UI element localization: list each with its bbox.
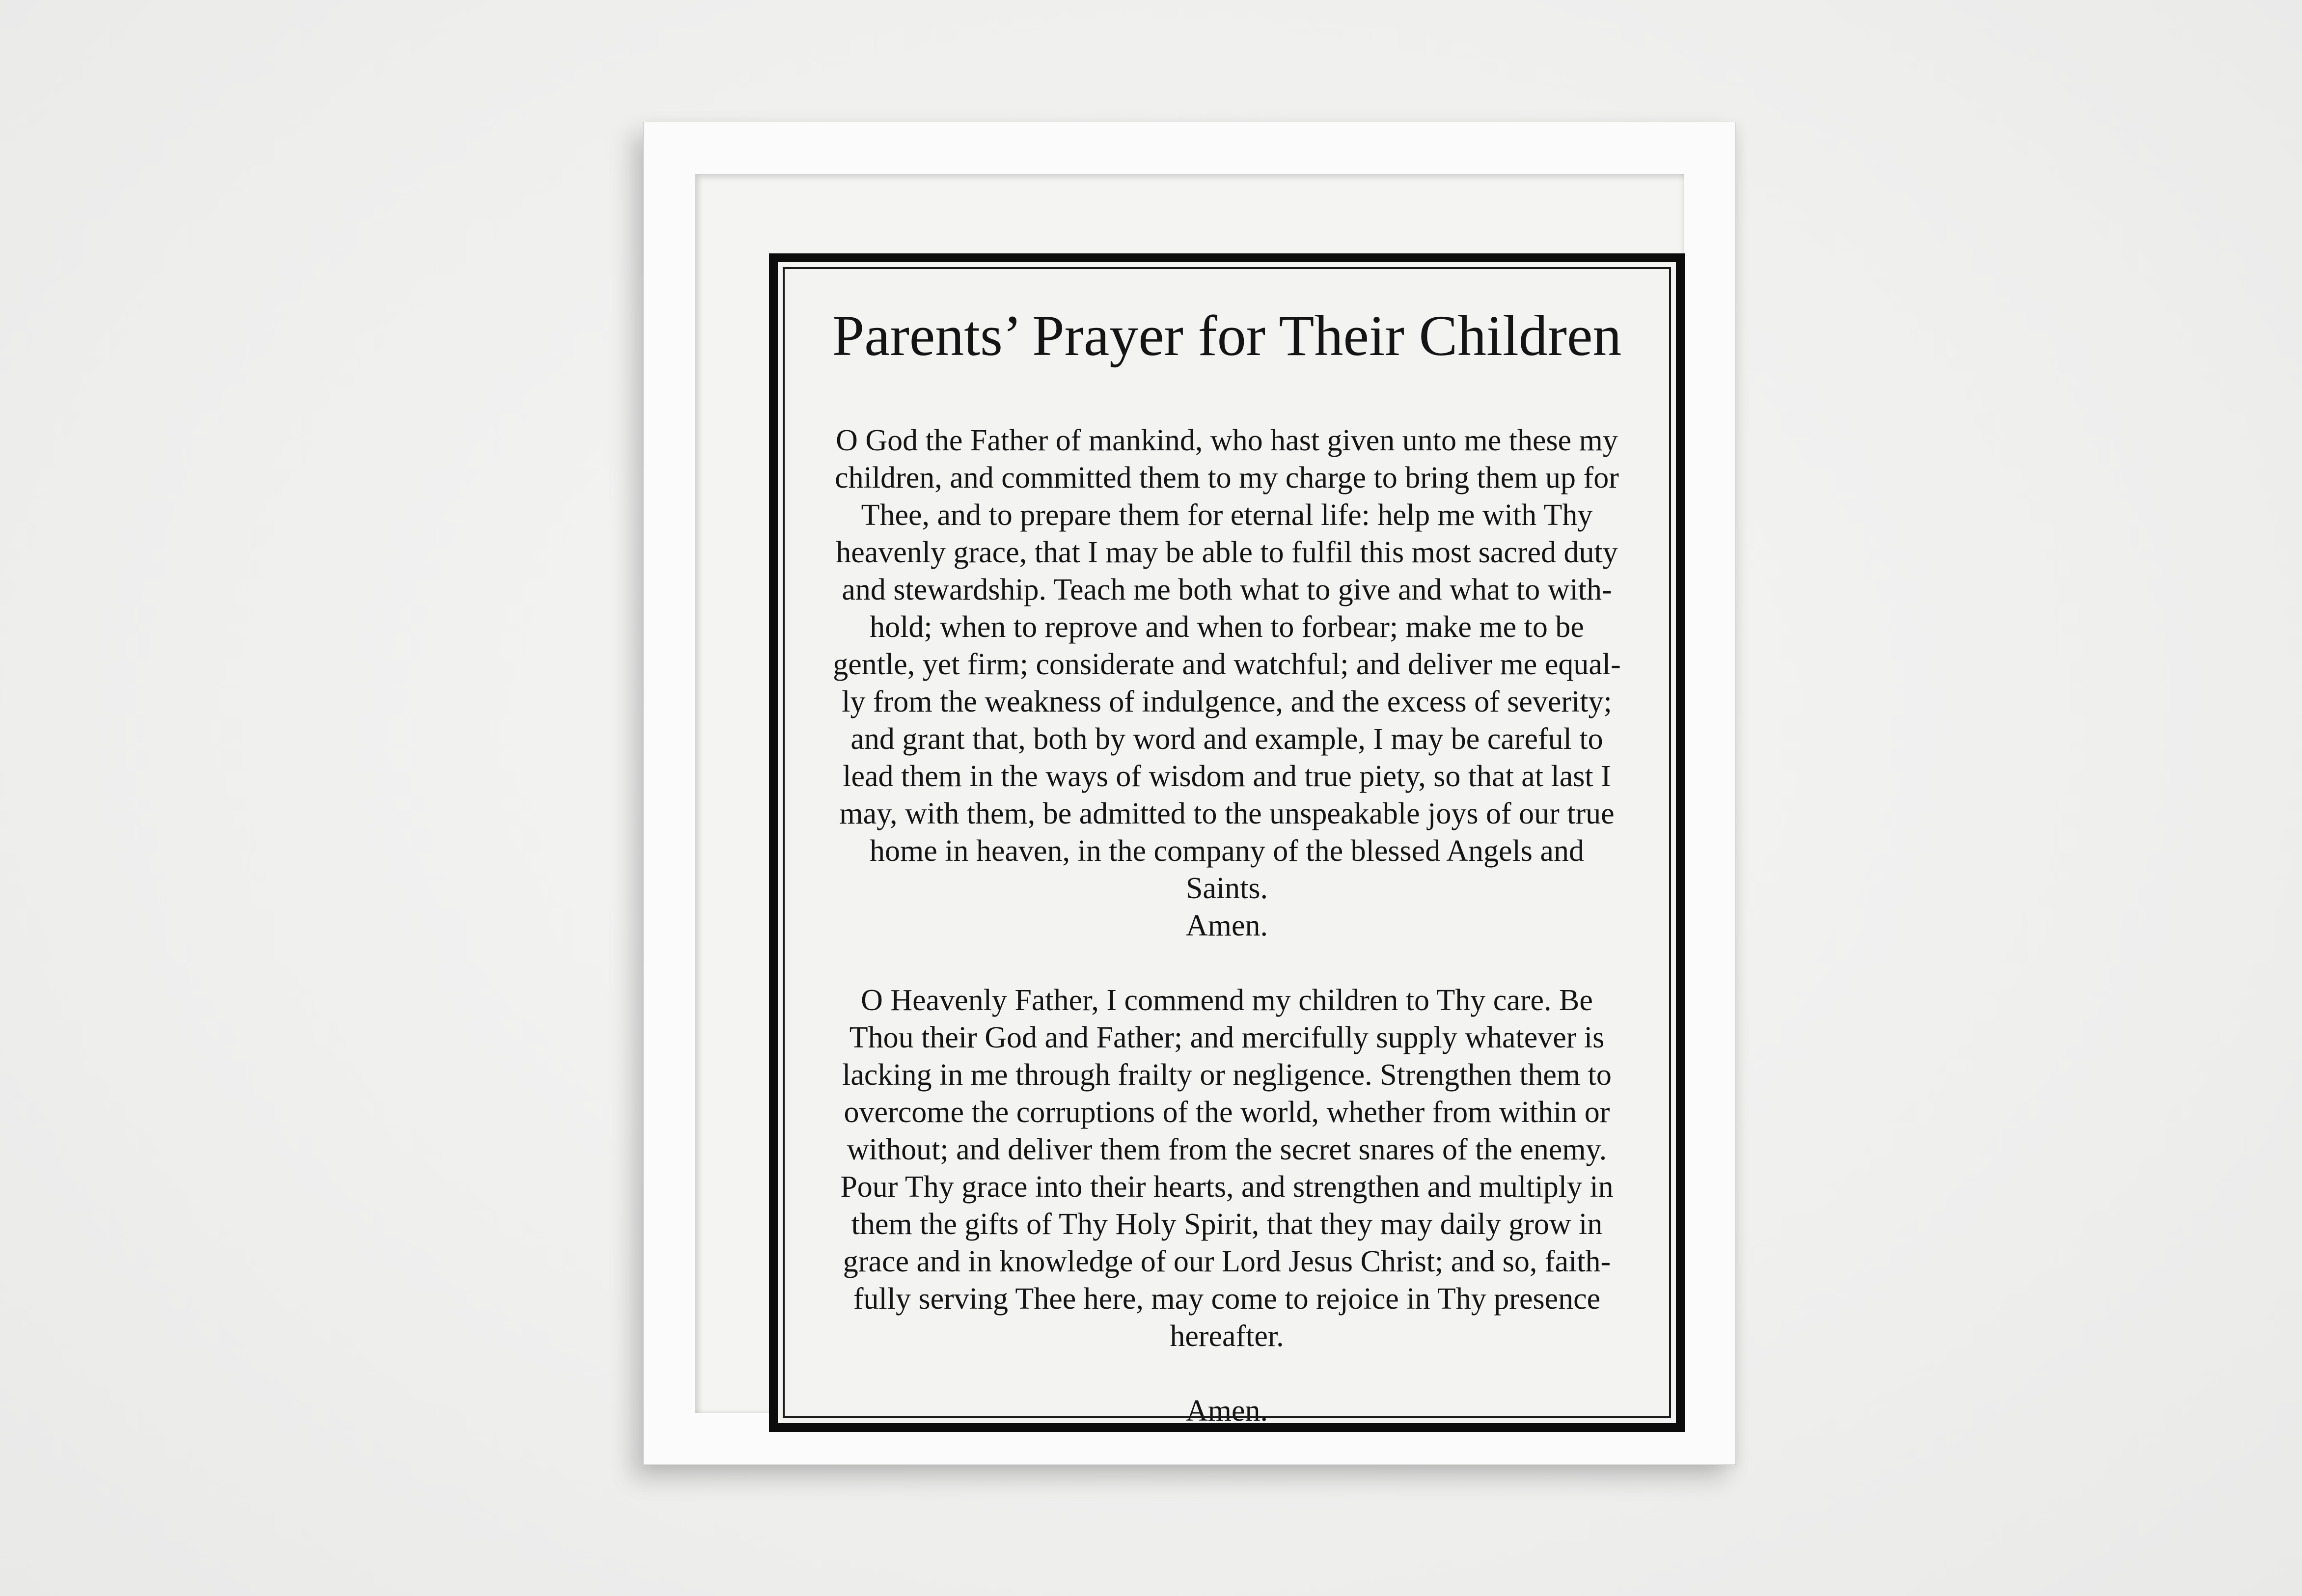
prayer-line: and grant that, both by word and example, I may be careful to bbox=[850, 722, 1603, 756]
prayer-line: and stewardship. Teach me both what to give and what to with- bbox=[842, 573, 1612, 606]
prayer-line: overcome the corruptions of the world, whether from within or bbox=[844, 1095, 1610, 1129]
prayer-line: Thou their God and Father; and mercifully supply whatever is bbox=[849, 1020, 1605, 1054]
prayer-line: lead them in the ways of wisdom and true piety, so that at last I bbox=[843, 759, 1611, 793]
frame-opening bbox=[695, 174, 1684, 1428]
prayer-line: home in heaven, in the company of the blessed Angels and bbox=[870, 834, 1584, 868]
amen-two: Amen. bbox=[1185, 1394, 1268, 1428]
prayer-line: Thee, and to prepare them for eternal life: help me with Thy bbox=[861, 498, 1593, 532]
prayer-line: O God the Father of mankind, who hast given unto me these my bbox=[836, 423, 1618, 457]
prayer-line: hereafter. bbox=[1170, 1319, 1284, 1353]
prayer-line: may, with them, be admitted to the unspeakable joys of our true bbox=[839, 797, 1615, 830]
prayer-line: grace and in knowledge of our Lord Jesus Christ; and so, faith- bbox=[843, 1244, 1611, 1278]
prayer-line: fully serving Thee here, may come to rejoice in Thy presence bbox=[853, 1282, 1601, 1316]
poster-text bbox=[796, 303, 1657, 1428]
paragraph-gap bbox=[796, 1355, 1657, 1392]
prayer-line: them the gifts of Thy Holy Spirit, that they may daily grow in bbox=[851, 1207, 1603, 1241]
poster-border bbox=[769, 253, 1685, 1432]
prayer-two bbox=[796, 982, 1657, 1430]
picture-frame bbox=[643, 122, 1736, 1465]
prayer-line: lacking in me through frailty or negligence. Strengthen them to bbox=[842, 1058, 1612, 1092]
prayer-line: Pour Thy grace into their hearts, and strengthen and multiply in bbox=[840, 1170, 1614, 1204]
prayer-line: gentle, yet firm; considerate and watchful; and deliver me equal- bbox=[833, 647, 1621, 681]
prayer-line: hold; when to reprove and when to forbear; make me to be bbox=[870, 610, 1584, 644]
prayer-line: ly from the weakness of indulgence, and the excess of severity; bbox=[842, 685, 1612, 718]
prayer-line: without; and deliver them from the secret snares of the enemy. bbox=[847, 1132, 1607, 1166]
prayer-one bbox=[796, 422, 1657, 944]
prayer-line: children, and committed them to my charge to bring them up for bbox=[835, 461, 1619, 495]
prayer-line: heavenly grace, that I may be able to fulfil this most sacred duty bbox=[836, 535, 1618, 569]
poster-title: Parents’ Prayer for Their Children bbox=[832, 303, 1622, 368]
prayer-line: Saints. bbox=[1185, 871, 1268, 905]
prayer-line: O Heavenly Father, I commend my children to Thy care. Be bbox=[861, 983, 1593, 1017]
paragraph-gap bbox=[796, 944, 1657, 982]
amen-one: Amen. bbox=[1185, 908, 1268, 942]
